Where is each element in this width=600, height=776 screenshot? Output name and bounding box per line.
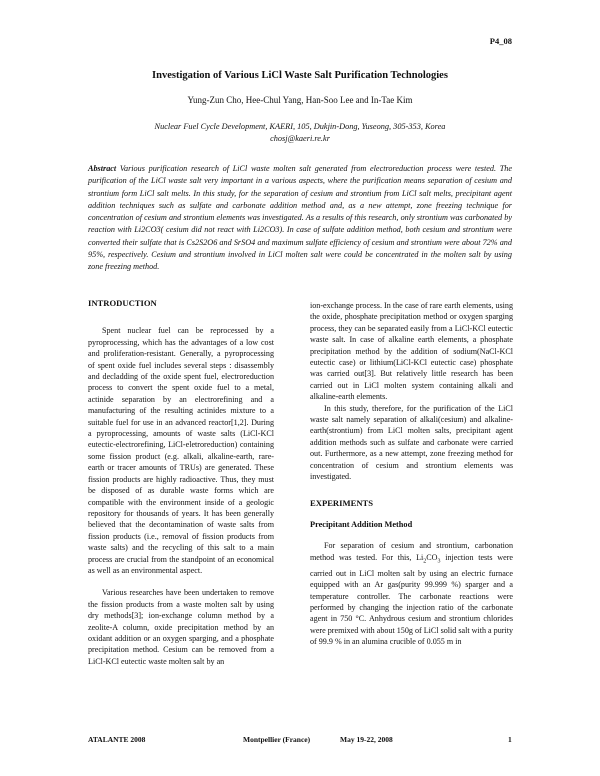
intro-paragraph-2: Various researches have been undertaken to remove the fission products from a waste molten salt by using dry methods[3]; ion-exchange column method by a zeolite-A column, oxide precipitation method by an oxidant addition or an oxygen sparging, and a phosphate precipitation method. Cesium can be removed from a LiCl-KCl eutectic waste molten salt by an (88, 588, 274, 666)
footer-page-number: 1 (508, 735, 512, 744)
experiments-heading: EXPERIMENTS (310, 497, 374, 508)
intro-paragraph-3: ion-exchange process. In the case of rare earth elements, using the oxide, phosphate precipitation method or oxygen sparging process, they can be separated easily from a LiCl-KCl eutectic waste salt. In case of alkaline earth elements, a phosphate precipitation method by the addition of sodium(NaCl-KCl eutectic case) or lithium(LiCl-KCl eutectic case) phosphate was carried out[3]. But relatively little research has been carried out in LiCl molten system containing alkali and alkaline-earth elements. (310, 301, 513, 402)
exp-text-b: CO (426, 552, 438, 562)
footer-date: May 19-22, 2008 (340, 735, 393, 744)
experiments-paragraph-1 (310, 540, 513, 647)
footer-conference: ATALANTE 2008 (88, 735, 146, 744)
left-column (88, 298, 274, 667)
page-id: P4_08 (489, 36, 512, 46)
right-column (310, 300, 513, 648)
introduction-heading: INTRODUCTION (88, 298, 157, 308)
author-list: Yung-Zun Cho, Hee-Chul Yang, Han-Soo Lee and In-Tae Kim (187, 95, 413, 105)
abstract-text: Various purification research of LiCl waste molten salt generated from electroreduction process were tested. The purification of the LiCl waste salt very important in a various aspects, where the purification means separation of cesium and strontium form LiCl salt melts. In this study, for the separation of cesium and strontium from LiCl salt melts, precipitant agent addition techniques such as sulfate and carbonate addition method and, as a new attempt, zone freezing technique for concentration of cesium and strontium elements was investigated. As a results of this research, only strontium was carbonated by reaction with Li2CO3( cesium did not react with Li2CO3). In case of sulfate addition method, both cesium and strontium were converted their sulfate that is Cs2S2O6 and SrSO4 and maximum sulfate efficiency of cesium and strontium were about 72% and 95%, respectively. Cesium and strontium involved in LiCl molten salt were could be concentrated in the molten salt by using zone freezing method. (88, 164, 512, 272)
intro-paragraph-4: In this study, therefore, for the purification of the LiCl waste salt namely separation of alkali(cesium) and alkaline-earth(strontium) from LiCl molten salts, precipitant agent addition methods such as sulfate and carbonate were carried out. Furthermore, as a new attempt, zone freezing method for concentration of cesium and strontium elements was investigated. (310, 403, 513, 482)
affiliation-block (0, 121, 600, 144)
intro-paragraph-1: Spent nuclear fuel can be reprocessed by a pyroprocessing, which has the advantages of a low cost and proliferation-resistant. Generally, a pyroprocessing of spent oxide fuel includes several steps : disassembly and decladding of the oxide spent fuel, electroreduction process to convert the spent oxide fuel to a metal, actinide separation by an electrorefining and a manufacturing of the resulting actinides mixture to a suitable fuel for use in an advanced reactor[1,2]. During a pyroprocessing, amounts of waste salts (LiCl-KCl eutectic-electrorefining, LiCl-eletroreduction) containing some fission product (e.g. alkali, alkaline-earth, rare-earth or tracer amounts of TRUs) are generated. These fission products are highly radioactive. Thus, they must be disposed of as durable waste forms which are compatible with the environment inside of a geologic repository for thousands of years. It has been generally believed that the decontamination of waste salts from fission products (i.e., removal of fission products from waste salts) and the recycling of this salt to a main process are crucial from the standpoint of an economical as well as an environmental aspect. (88, 326, 274, 575)
abstract-label: Abstract (88, 164, 117, 173)
exp-text-a: For separation of cesium and strontium, carbonation method was tested. For this, Li (310, 541, 513, 562)
footer-location: Montpellier (France) (243, 735, 311, 744)
abstract (88, 163, 512, 274)
exp-subscript-2: 2 (423, 558, 427, 565)
exp-subscript-3: 3 (437, 558, 441, 565)
precipitant-subheading: Precipitant Addition Method (310, 519, 413, 529)
exp-text-c: injection tests were carried out in LiCl molten salt by using an electric furnace equipped with an Ar gas(purity 99.999 %) sparger and a temperature controller. The carbonate reactions were performed by changing the injection ratio of the carbonate agent in 750 °C. Anhydrous cesium and strontium chlorides were premixed with about 150g of LiCl solid salt with a purity of 99.9 % in an alumina crucible of 0.055 m in (310, 552, 513, 647)
author-email: chosj@kaeri.re.kr (270, 133, 330, 143)
affiliation: Nuclear Fuel Cycle Development, KAERI, 105, Dukjin-Dong, Yuseong, 305-353, Korea (154, 122, 446, 131)
paper-title: Investigation of Various LiCl Waste Salt Purification Technologies (152, 70, 448, 81)
